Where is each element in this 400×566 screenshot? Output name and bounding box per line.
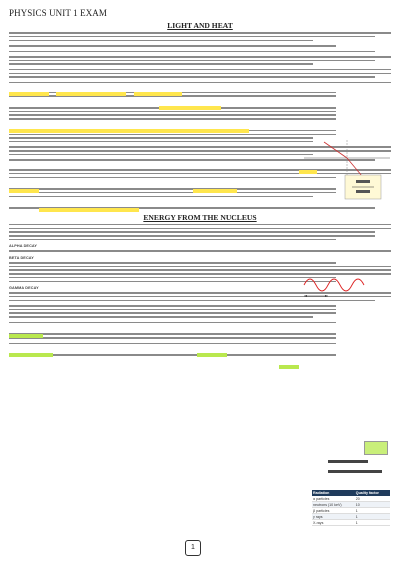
table-row: X-rays 1 [312,520,390,526]
section-title-nucleus: ENERGY FROM THE NUCLEUS [143,212,257,222]
radiation-symbol-box [364,441,388,455]
table-row: γ rays 1 [312,514,390,520]
paragraph-half-life [9,305,391,318]
highlighted-formula-row [9,86,391,90]
paragraph-displacement-law [9,201,391,209]
table-row: α particles 20 [312,496,390,502]
subheading-beta-decay: BETA DECAY [9,255,34,260]
paragraph-somatic-genetic [9,327,391,338]
table-row: β particles 1 [312,508,390,514]
paragraph-longitudinal [9,51,391,53]
half-life-formula [326,456,388,478]
paragraph-transverse [9,45,391,47]
document-title: PHYSICS UNIT 1 EXAM [9,8,107,18]
paragraph-refraction [9,69,391,78]
snells-law-formula [344,174,382,200]
wavelength-diagram [302,270,372,300]
table-header-radiation: Radiation [312,490,355,496]
quality-factor-table [312,490,390,526]
paragraph-activity [9,322,391,324]
table-header-quality-factor: Quality factor [355,490,390,496]
paragraph-latent-heat [9,182,391,197]
subheading-gamma-decay: GAMMA DECAY [9,286,39,290]
section-title-light-heat: LIGHT AND HEAT [167,21,233,30]
paragraph-total-internal-reflection [9,107,391,126]
table-row: neutrons (10 keV) 10 [312,502,390,508]
paragraph-absorbed-dose [9,343,391,351]
paragraph-alpha [9,250,391,252]
page-number: 1 [185,540,201,556]
paragraph-measuring-waves [9,56,391,65]
subheading-alpha-decay: ALPHA DECAY [9,244,38,249]
paragraph-isotopes [9,224,391,240]
refraction-diagram [304,138,390,178]
paragraph-refractive-index [9,82,391,103]
paragraph-waves [9,32,391,41]
